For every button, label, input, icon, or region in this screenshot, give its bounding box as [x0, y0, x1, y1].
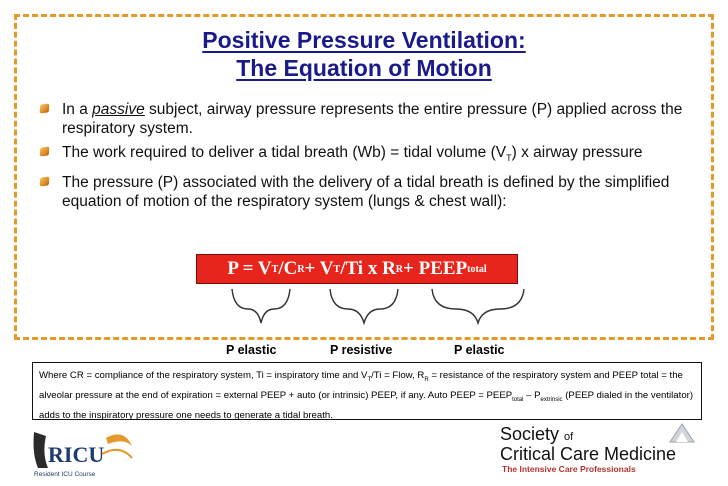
note-subscript: total: [512, 396, 524, 403]
sccm-logo: [500, 420, 700, 480]
bullet-icon: [40, 177, 50, 187]
bullet-text: ) x airway pressure: [511, 144, 643, 161]
bullet-item-passive: [40, 100, 700, 138]
equation-box: [196, 254, 518, 284]
equation-part: P = V: [227, 258, 272, 279]
equation-braces: [0, 287, 728, 347]
note-subscript: R: [424, 376, 429, 383]
svg-text:RICU: RICU: [48, 442, 105, 467]
label-p-resistive: P resistive: [330, 343, 393, 357]
brace-right: [432, 289, 524, 323]
equation-part: + PEEP: [403, 258, 468, 279]
bullet-text: The work required to deliver a tidal breath (Wb) = tidal volume (V: [62, 144, 507, 161]
brace-left: [232, 289, 290, 323]
sccm-of: of: [564, 431, 574, 443]
equation-subscript: R: [297, 263, 305, 275]
note-subscript: extrinsic: [540, 396, 563, 403]
note-text: = resistance of the respiratory system and PEEP total = the alveolar pressure at the end of expiration = external PEEP + auto (or intrinsic) PEEP, if any. Auto PEEP = PEEP: [39, 370, 683, 401]
brace-middle: [330, 289, 398, 323]
title-line-1: Positive Pressure Ventilation:: [202, 27, 526, 53]
equation-subscript: T: [333, 263, 341, 275]
definitions-note: [32, 362, 702, 420]
equation-part: /Ti x R: [340, 258, 396, 279]
bullet-icon: [40, 146, 50, 156]
bullet-item-work: [40, 143, 700, 168]
sccm-tagline: The Intensive Care Professionals: [502, 464, 636, 474]
note-text: (PEEP dialed in the ventilator) adds to the inspiratory pressure one needs to generate a tidal breath.: [39, 389, 694, 421]
bullet-text: The pressure (P) associated with the delivery of a tidal breath is defined by the simplified equation of motion of the respiratory system (lungs & chest wall):: [62, 174, 670, 211]
note-text: – P: [523, 389, 541, 401]
label-p-elastic-1: P elastic: [226, 343, 277, 357]
sccm-triangle-icon: [668, 422, 696, 444]
title-line-2: The Equation of Motion: [236, 55, 492, 81]
equation-part: + V: [304, 258, 334, 279]
note-subscript: T: [367, 376, 372, 383]
bullet-text: subject, airway pressure represents the entire pressure (P) applied across the respiratory system.: [62, 101, 683, 137]
note-text: Where CR = compliance of the respiratory system, Ti = inspiratory time and V: [39, 370, 368, 381]
note-text: /Ti = Flow, R: [371, 370, 425, 381]
bullet-text: In a: [62, 101, 93, 118]
bullet-icon: [40, 103, 50, 113]
equation-subscript: total: [467, 263, 487, 275]
bullet-emphasis: passive: [92, 101, 145, 118]
equation-subscript: R: [395, 263, 404, 275]
bullet-item-pressure: [40, 173, 700, 211]
ricu-logo: [28, 424, 140, 480]
label-p-elastic-2: P elastic: [454, 343, 505, 357]
equation-subscript: T: [271, 263, 279, 275]
sccm-name: Critical Care Medicine: [500, 444, 677, 464]
slide-title: [0, 26, 728, 82]
sccm-society: Society: [500, 424, 560, 444]
equation-part: /C: [278, 258, 298, 279]
bullet-subscript: T: [506, 153, 512, 164]
svg-text:Resident ICU Course: Resident ICU Course: [34, 471, 96, 478]
bullet-list: [40, 100, 700, 216]
